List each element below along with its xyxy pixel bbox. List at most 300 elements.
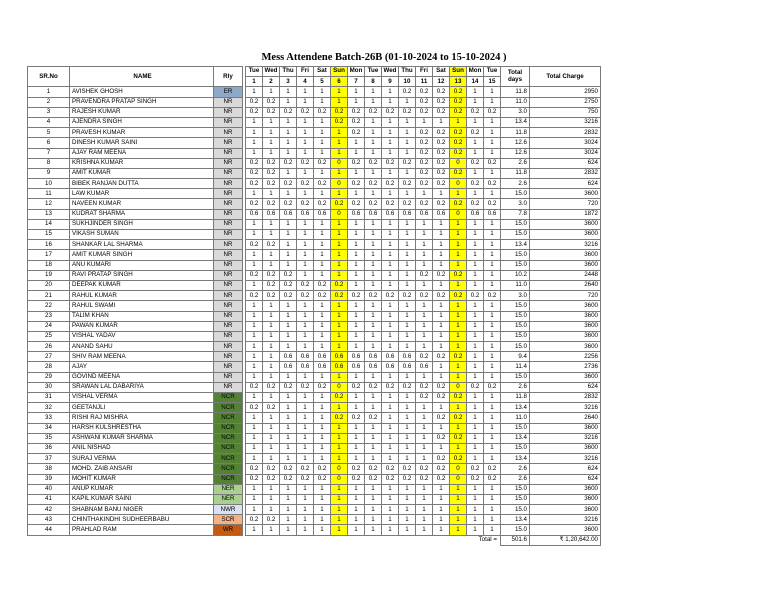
row-name: KAPIL KUMAR SAINI [70, 494, 214, 504]
row-name: GOVIND MEENA [70, 372, 214, 382]
table-row [28, 189, 601, 199]
row-day-7: 1 [348, 454, 365, 464]
row-day-10: 1 [399, 505, 416, 515]
row-total-charge: 2750 [530, 97, 601, 107]
header-day-1: Tue [246, 67, 263, 77]
row-day-3: 1 [280, 413, 297, 423]
row-day-2: 1 [263, 494, 280, 504]
row-sr: 15 [28, 230, 70, 240]
row-total-charge: 3600 [530, 525, 601, 535]
row-day-3: 1 [280, 250, 297, 260]
row-day-10: 0.2 [399, 87, 416, 97]
header-day-8: Tue [365, 67, 382, 77]
row-day-10: 0.6 [399, 209, 416, 219]
row-day-10: 1 [399, 168, 416, 178]
row-day-14: 0.2 [467, 158, 484, 168]
row-day-15: 1 [484, 331, 501, 341]
row-total-days: 15.0 [501, 372, 530, 382]
row-total-days: 11.0 [501, 97, 530, 107]
totals-label: Total = [478, 536, 497, 544]
row-day-14: 1 [467, 87, 484, 97]
row-name: KRISHNA KUMAR [70, 158, 214, 168]
row-day-13: 0 [450, 464, 467, 474]
row-day-2: 0.2 [263, 168, 280, 178]
row-day-10: 1 [399, 413, 416, 423]
row-day-14: 1 [467, 301, 484, 311]
row-day-1: 1 [246, 260, 263, 270]
row-sr: 39 [28, 474, 70, 484]
row-day-8: 1 [365, 525, 382, 535]
row-day-3: 1 [280, 423, 297, 433]
row-day-7: 1 [348, 138, 365, 148]
table-row [28, 331, 601, 341]
row-day-15: 1 [484, 117, 501, 127]
row-day-5: 0.2 [314, 382, 331, 392]
row-rly: NCR [214, 393, 243, 403]
row-day-12: 1 [433, 443, 450, 453]
row-day-9: 0.2 [382, 464, 399, 474]
table-row [28, 474, 601, 484]
row-day-1: 1 [246, 87, 263, 97]
row-day-4: 0.2 [297, 280, 314, 290]
row-day-11: 0.2 [416, 158, 433, 168]
row-day-2: 1 [263, 321, 280, 331]
row-day-7: 1 [348, 342, 365, 352]
row-name: SUKHJINDER SINGH [70, 219, 214, 229]
header-date-7: 7 [348, 77, 365, 87]
row-name: RAHUL SWAMI [70, 301, 214, 311]
row-day-11: 1 [416, 301, 433, 311]
row-day-9: 0.2 [382, 158, 399, 168]
row-day-3: 1 [280, 433, 297, 443]
row-day-11: 1 [416, 372, 433, 382]
row-day-1: 1 [246, 494, 263, 504]
row-day-8: 0.2 [365, 382, 382, 392]
totals-spacer [28, 535, 246, 545]
row-day-8: 1 [365, 260, 382, 270]
row-day-3: 1 [280, 138, 297, 148]
row-day-2: 0.2 [263, 464, 280, 474]
row-sr: 29 [28, 372, 70, 382]
row-day-1: 1 [246, 525, 263, 535]
table-row [28, 525, 601, 535]
row-total-days: 15.0 [501, 525, 530, 535]
row-day-13: 1 [450, 362, 467, 372]
row-day-4: 0.2 [297, 179, 314, 189]
row-total-charge: 2640 [530, 280, 601, 290]
row-day-1: 1 [246, 321, 263, 331]
row-total-days: 15.0 [501, 321, 530, 331]
row-sr: 36 [28, 443, 70, 453]
row-rly: NR [214, 291, 243, 301]
row-sr: 11 [28, 189, 70, 199]
row-day-7: 0.2 [348, 382, 365, 392]
row-day-12: 0.2 [433, 148, 450, 158]
row-day-13: 1 [450, 219, 467, 229]
row-total-charge: 3216 [530, 403, 601, 413]
row-name: MOHIT KUMAR [70, 474, 214, 484]
row-sr: 4 [28, 117, 70, 127]
row-day-2: 1 [263, 454, 280, 464]
row-day-8: 0.6 [365, 362, 382, 372]
row-day-6: 1 [331, 260, 348, 270]
row-day-9: 1 [382, 423, 399, 433]
row-day-9: 1 [382, 138, 399, 148]
table-row [28, 97, 601, 107]
row-total-days: 15.0 [501, 423, 530, 433]
row-day-7: 0.6 [348, 209, 365, 219]
row-sr: 40 [28, 484, 70, 494]
row-day-5: 0.2 [314, 474, 331, 484]
header-rly: Rly [214, 67, 243, 87]
row-day-3: 1 [280, 189, 297, 199]
row-day-1: 1 [246, 138, 263, 148]
row-day-4: 1 [297, 311, 314, 321]
row-day-6: 0 [331, 464, 348, 474]
row-day-12: 0.2 [433, 474, 450, 484]
row-day-10: 1 [399, 342, 416, 352]
row-day-15: 1 [484, 280, 501, 290]
header-date-14: 14 [467, 77, 484, 87]
row-rly: ER [214, 87, 243, 97]
row-day-5: 1 [314, 494, 331, 504]
row-total-days: 13.4 [501, 515, 530, 525]
row-day-14: 1 [467, 515, 484, 525]
row-day-13: 0.2 [450, 138, 467, 148]
row-day-10: 1 [399, 250, 416, 260]
row-day-13: 0.2 [450, 168, 467, 178]
row-day-8: 1 [365, 443, 382, 453]
row-day-1: 0.2 [246, 107, 263, 117]
row-rly: NCR [214, 464, 243, 474]
row-day-9: 1 [382, 240, 399, 250]
row-day-8: 1 [365, 321, 382, 331]
row-day-12: 1 [433, 505, 450, 515]
row-day-12: 1 [433, 189, 450, 199]
row-name: MOHD. ZAIB ANSARI [70, 464, 214, 474]
row-day-11: 0.2 [416, 474, 433, 484]
row-day-10: 1 [399, 311, 416, 321]
row-total-charge: 2832 [530, 168, 601, 178]
row-day-7: 0.2 [348, 158, 365, 168]
row-day-12: 0.6 [433, 209, 450, 219]
row-day-9: 1 [382, 311, 399, 321]
row-day-15: 1 [484, 301, 501, 311]
row-rly: NR [214, 97, 243, 107]
row-day-3: 0.2 [280, 270, 297, 280]
row-day-8: 1 [365, 138, 382, 148]
table-row [28, 393, 601, 403]
row-day-9: 0.6 [382, 362, 399, 372]
row-total-charge: 3600 [530, 331, 601, 341]
row-day-7: 1 [348, 433, 365, 443]
table-row [28, 423, 601, 433]
row-total-days: 7.8 [501, 209, 530, 219]
row-rly: SCR [214, 515, 243, 525]
row-day-6: 1 [331, 97, 348, 107]
header-day-13: Sun [450, 67, 467, 77]
row-day-9: 1 [382, 393, 399, 403]
row-rly: NR [214, 168, 243, 178]
row-day-4: 1 [297, 219, 314, 229]
row-day-7: 1 [348, 219, 365, 229]
row-day-14: 0.2 [467, 128, 484, 138]
row-day-13: 1 [450, 117, 467, 127]
header-date-12: 12 [433, 77, 450, 87]
row-day-9: 1 [382, 342, 399, 352]
row-sr: 26 [28, 342, 70, 352]
row-day-15: 1 [484, 362, 501, 372]
row-day-10: 0.2 [399, 199, 416, 209]
row-day-6: 1 [331, 433, 348, 443]
row-day-3: 1 [280, 484, 297, 494]
row-day-10: 1 [399, 189, 416, 199]
row-day-13: 0.2 [450, 352, 467, 362]
row-day-4: 0.2 [297, 291, 314, 301]
row-day-8: 1 [365, 117, 382, 127]
row-day-3: 1 [280, 301, 297, 311]
row-day-12: 0.2 [433, 433, 450, 443]
row-total-charge: 2832 [530, 393, 601, 403]
row-day-2: 0.2 [263, 403, 280, 413]
row-sr: 19 [28, 270, 70, 280]
row-day-13: 1 [450, 321, 467, 331]
header-date-15: 15 [484, 77, 501, 87]
row-day-14: 1 [467, 454, 484, 464]
totals-row [28, 535, 601, 545]
row-day-13: 0 [450, 474, 467, 484]
row-day-14: 0.2 [467, 382, 484, 392]
row-rly: NR [214, 199, 243, 209]
row-day-9: 1 [382, 433, 399, 443]
row-day-3: 1 [280, 117, 297, 127]
row-day-3: 1 [280, 219, 297, 229]
row-day-8: 0.2 [365, 199, 382, 209]
row-day-6: 1 [331, 454, 348, 464]
row-day-6: 0.6 [331, 362, 348, 372]
row-day-15: 1 [484, 148, 501, 158]
row-day-15: 1 [484, 525, 501, 535]
row-day-5: 1 [314, 443, 331, 453]
row-day-2: 1 [263, 352, 280, 362]
row-day-12: 1 [433, 362, 450, 372]
row-day-14: 1 [467, 362, 484, 372]
row-day-9: 1 [382, 494, 399, 504]
row-rly: NER [214, 484, 243, 494]
row-day-3: 0.6 [280, 352, 297, 362]
row-day-12: 1 [433, 260, 450, 270]
row-name: DINESH KUMAR SAINI [70, 138, 214, 148]
row-day-13: 0.2 [450, 393, 467, 403]
row-day-7: 1 [348, 525, 365, 535]
row-day-2: 1 [263, 260, 280, 270]
row-day-12: 1 [433, 219, 450, 229]
table-row [28, 158, 601, 168]
row-day-4: 0.2 [297, 158, 314, 168]
row-total-charge: 1872 [530, 209, 601, 219]
header-day-11: Fri [416, 67, 433, 77]
row-day-13: 1 [450, 311, 467, 321]
row-day-10: 0.6 [399, 352, 416, 362]
table-row [28, 494, 601, 504]
row-total-days: 13.4 [501, 240, 530, 250]
row-day-9: 1 [382, 219, 399, 229]
row-day-2: 0.6 [263, 209, 280, 219]
row-sr: 43 [28, 515, 70, 525]
row-name: ASHWANI KUMAR SHARMA [70, 433, 214, 443]
row-day-8: 1 [365, 311, 382, 321]
row-day-11: 1 [416, 331, 433, 341]
row-day-3: 1 [280, 321, 297, 331]
row-day-10: 1 [399, 301, 416, 311]
header-total-charge: Total Charge [530, 67, 601, 87]
header-date-13: 13 [450, 77, 467, 87]
row-day-8: 1 [365, 280, 382, 290]
row-day-15: 0.2 [484, 107, 501, 117]
row-day-15: 0.2 [484, 464, 501, 474]
row-day-9: 1 [382, 260, 399, 270]
row-day-7: 1 [348, 280, 365, 290]
row-day-8: 0.2 [365, 413, 382, 423]
row-day-14: 1 [467, 443, 484, 453]
row-day-9: 1 [382, 443, 399, 453]
row-day-6: 0 [331, 474, 348, 484]
row-sr: 6 [28, 138, 70, 148]
row-name: PAWAN KUMAR [70, 321, 214, 331]
row-day-2: 1 [263, 525, 280, 535]
row-day-6: 0.2 [331, 413, 348, 423]
row-day-10: 1 [399, 321, 416, 331]
row-day-1: 1 [246, 433, 263, 443]
row-day-9: 1 [382, 270, 399, 280]
row-total-days: 2.6 [501, 179, 530, 189]
row-day-4: 1 [297, 484, 314, 494]
row-day-11: 0.2 [416, 352, 433, 362]
row-day-13: 1 [450, 403, 467, 413]
row-day-11: 1 [416, 454, 433, 464]
row-day-11: 0.2 [416, 168, 433, 178]
row-total-days: 15.0 [501, 189, 530, 199]
row-day-10: 1 [399, 97, 416, 107]
row-day-15: 1 [484, 515, 501, 525]
row-day-8: 1 [365, 505, 382, 515]
row-day-12: 1 [433, 403, 450, 413]
row-day-10: 1 [399, 230, 416, 240]
row-day-4: 1 [297, 260, 314, 270]
row-day-11: 1 [416, 230, 433, 240]
row-day-15: 1 [484, 413, 501, 423]
row-day-12: 1 [433, 484, 450, 494]
row-day-6: 1 [331, 128, 348, 138]
row-day-5: 1 [314, 138, 331, 148]
row-rly: NR [214, 158, 243, 168]
row-total-days: 15.0 [501, 311, 530, 321]
row-day-12: 1 [433, 525, 450, 535]
row-day-2: 0.2 [263, 107, 280, 117]
row-day-3: 1 [280, 515, 297, 525]
row-day-6: 1 [331, 301, 348, 311]
row-day-4: 0.6 [297, 352, 314, 362]
row-day-9: 1 [382, 505, 399, 515]
row-day-15: 1 [484, 311, 501, 321]
row-day-8: 0.6 [365, 352, 382, 362]
row-day-14: 1 [467, 138, 484, 148]
row-sr: 34 [28, 423, 70, 433]
row-day-8: 1 [365, 342, 382, 352]
row-day-1: 0.2 [246, 158, 263, 168]
row-day-1: 0.2 [246, 179, 263, 189]
row-day-10: 1 [399, 117, 416, 127]
row-day-7: 1 [348, 311, 365, 321]
row-day-13: 1 [450, 515, 467, 525]
row-day-14: 1 [467, 494, 484, 504]
row-day-10: 1 [399, 138, 416, 148]
row-day-10: 1 [399, 433, 416, 443]
row-day-5: 1 [314, 393, 331, 403]
row-sr: 1 [28, 87, 70, 97]
row-day-13: 0 [450, 179, 467, 189]
row-day-8: 1 [365, 403, 382, 413]
row-name: PRAHLAD RAM [70, 525, 214, 535]
row-day-5: 1 [314, 321, 331, 331]
row-day-15: 1 [484, 321, 501, 331]
row-total-charge: 720 [530, 291, 601, 301]
row-name: AJAY [70, 362, 214, 372]
header-date-9: 9 [382, 77, 399, 87]
row-day-9: 1 [382, 321, 399, 331]
row-sr: 44 [28, 525, 70, 535]
row-total-charge: 3216 [530, 117, 601, 127]
row-day-13: 1 [450, 250, 467, 260]
row-day-14: 1 [467, 413, 484, 423]
row-rly: NR [214, 128, 243, 138]
row-day-5: 1 [314, 240, 331, 250]
row-day-14: 0.2 [467, 199, 484, 209]
row-day-13: 1 [450, 505, 467, 515]
row-sr: 28 [28, 362, 70, 372]
row-day-11: 0.2 [416, 464, 433, 474]
row-day-4: 1 [297, 240, 314, 250]
row-day-3: 1 [280, 128, 297, 138]
row-day-11: 0.2 [416, 87, 433, 97]
row-total-charge: 3600 [530, 260, 601, 270]
row-day-14: 1 [467, 342, 484, 352]
row-day-14: 1 [467, 423, 484, 433]
row-day-12: 1 [433, 230, 450, 240]
table-row [28, 505, 601, 515]
row-day-8: 1 [365, 494, 382, 504]
row-day-10: 1 [399, 484, 416, 494]
row-day-1: 1 [246, 423, 263, 433]
row-total-charge: 2950 [530, 87, 601, 97]
row-day-14: 0.2 [467, 179, 484, 189]
row-day-3: 0.2 [280, 179, 297, 189]
row-day-11: 0.2 [416, 148, 433, 158]
row-day-5: 1 [314, 148, 331, 158]
row-day-4: 1 [297, 403, 314, 413]
row-day-1: 1 [246, 301, 263, 311]
row-day-3: 1 [280, 168, 297, 178]
row-day-9: 0.2 [382, 179, 399, 189]
row-name: AVISHEK GHOSH [70, 87, 214, 97]
row-name: GEETANJLI [70, 403, 214, 413]
table-row [28, 443, 601, 453]
row-day-4: 1 [297, 250, 314, 260]
row-day-7: 1 [348, 331, 365, 341]
row-day-10: 1 [399, 128, 416, 138]
row-day-8: 1 [365, 484, 382, 494]
table-row [28, 311, 601, 321]
